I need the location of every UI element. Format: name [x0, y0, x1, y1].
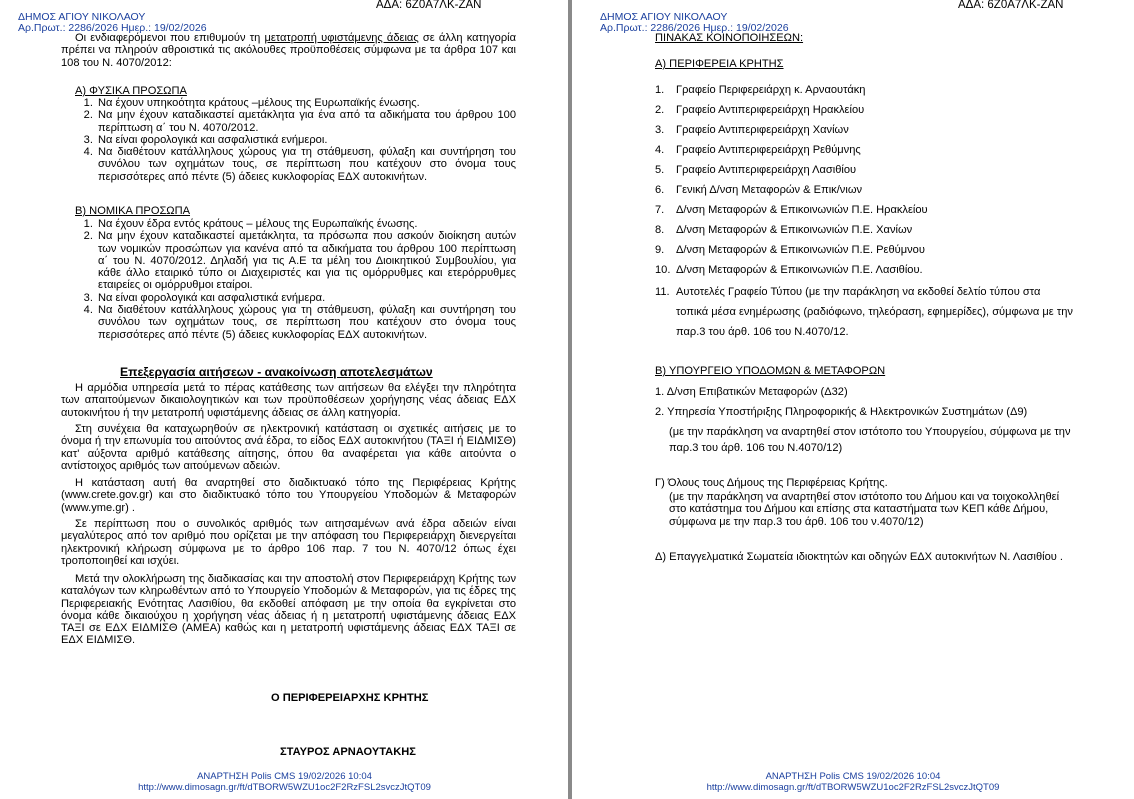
protocol-number: Αρ.Πρωτ.: 2286/2026 Ημερ.: 19/02/2026: [600, 22, 789, 34]
list-item: 3. Να είναι φορολογικά και ασφαλιστικά ενήμεροι.: [96, 134, 516, 146]
section-d-title: Δ) Επαγγελματικά Σωματεία ιδιοκτητών και οδηγών ΕΔΧ αυτοκινήτων Ν. Λασιθίου .: [655, 551, 1064, 563]
list-item: 2. Να μην έχουν καταδικαστεί αμετάκλητα για ένα από τα αδικήματα του άρθρου 100 περίπτωση α΄ του Ν. 4070/2012.: [96, 109, 516, 134]
note-line: (με την παράκληση να αναρτηθεί στον ιστότοπο του Δήμου και να τοιχοκολληθεί: [669, 491, 1060, 503]
section-c-title: Γ) Όλους τους Δήμους της Περιφέρειας Κρήτης.: [655, 477, 888, 489]
list-item: 10. Δ/νση Μεταφορών & Επικοινωνιών Π.Ε. Λασιθίου.: [655, 264, 923, 276]
list-item: 11. Αυτοτελές Γραφείο Τύπου (με την παράκληση να εκδοθεί δελτίο τύπου στα: [655, 286, 1041, 298]
list-item-continuation: παρ.3 του άρθ. 106 του Ν.4070/12.: [676, 326, 849, 338]
municipality-name: ΔΗΜΟΣ ΑΓΙΟΥ ΝΙΚΟΛΑΟΥ: [600, 11, 728, 23]
paragraph: Στη συνέχεια θα καταχωρηθούν σε ηλεκτρονική κατάσταση οι σχετικές αιτήσεις με το όνομα ή την επωνυμία του αιτούντος ανά έδρα, το είδος ΕΔΧ αυτοκινήτου (ΤΑΞΙ ή ΕΙΔΜΙΣΘ) κατ' αύξοντα αριθμό κατάθεσης αίτησης, όπου θα αναφέρεται για κάθε αιτούντα ο αντίστοιχος αριθμός των αιτούμενων αδειών.: [61, 423, 516, 472]
document-url: http://www.dimosagn.gr/ft/dTBORW5WZU1oc2F2RzFSL2svczJtQT09: [706, 782, 1000, 793]
document-url: http://www.dimosagn.gr/ft/dTBORW5WZU1oc2F2RzFSL2svczJtQT09: [138, 782, 431, 793]
posting-stamp: ΑΝΑΡΤΗΣΗ Polis CMS 19/02/2026 10:04: [765, 771, 941, 782]
intro-paragraph: Οι ενδιαφερόμενοι που επιθυμούν τη μετατροπή υφιστάμενης άδειας σε άλλη κατηγορία πρέπει να πληρούν αθροιστικά τις ακόλουθες προϋποθέσεις σύμφωνα με τα άρθρα 107 και 108 του Ν. 4070/2012:: [61, 32, 517, 69]
ada-code: ΑΔΑ: 6Ζ0Α7ΛΚ-ΖΑΝ: [376, 0, 482, 11]
paragraph: Μετά την ολοκλήρωση της διαδικασίας και την αποστολή στον Περιφερειάρχη Κρήτης των καταλόγων των κληρωθέντων από το Υπουργείο Υποδομών & Μεταφορών, για τις έδρες της Περιφερειακής Ενότητας Λασιθίου, θα εκδοθεί απόφαση με την οποία θα εγκρίνεται στο όνομα κάθε δικαιούχου η χορήγηση νέας άδειας ή η μετατροπή υφιστάμενης άδειας ΕΔΧ ΤΑΞΙ σε ΕΔΧ ΕΙΔΜΙΣΘ (ΑΜΕΑ) καθώς και η μετατροπή υφιστάμενης άδειας ΕΔΧ ΤΑΞΙ σε ΕΔΧ ΕΙΔΜΙΣΘ.: [61, 573, 516, 647]
signature-name: ΣΤΑΥΡΟΣ ΑΡΝΑΟΥΤΑΚΗΣ: [280, 746, 416, 758]
list-item: 2. Υπηρεσία Υποστήριξης Πληροφορικής & Ηλεκτρονικών Συστημάτων (Δ9): [655, 406, 1028, 418]
section-a-list: [75, 97, 516, 183]
list-item: 4. Να διαθέτουν κατάλληλους χώρους για τη στάθμευση, φύλαξη και συντήρηση του συνόλου των οχημάτων τους, σε περίπτωση που κατέχουν στο όνομα τους περισσότερες από πέντε (5) άδειες κυκλοφορίας ΕΔΧ αυτοκινήτων.: [96, 304, 516, 341]
list-item: 1. Γραφείο Περιφερειάρχη κ. Αρναουτάκη: [655, 84, 866, 96]
list-item: 4. Γραφείο Αντιπεριφερειάρχη Ρεθύμνης: [655, 144, 861, 156]
list-item: 9. Δ/νση Μεταφορών & Επικοινωνιών Π.Ε. Ρεθύμνου: [655, 244, 925, 256]
note-line: (με την παράκληση να αναρτηθεί στον ιστότοπο του Υπουργείου, σύμφωνα με την: [669, 426, 1071, 438]
distribution-list-title: ΠΙΝΑΚΑΣ ΚΟΙΝΟΠΟΙΗΣΕΩΝ:: [655, 32, 804, 44]
posting-stamp: ΑΝΑΡΤΗΣΗ Polis CMS 19/02/2026 10:04: [197, 771, 372, 782]
list-item: 1. Να έχουν έδρα εντός κράτους – μέλους της Ευρωπαϊκής ένωσης.: [96, 218, 516, 230]
note-line: στο κατάστημα του Δήμου και επίσης στα καταστήματα των ΚΕΠ κάθε Δήμου,: [669, 503, 1049, 515]
list-item-continuation: τοπικά μέσα ενημέρωσης (ραδιόφωνο, τηλεόραση, εφημερίδες), σύμφωνα με την: [676, 306, 1073, 318]
ada-code: ΑΔΑ: 6Ζ0Α7ΛΚ-ΖΑΝ: [958, 0, 1064, 11]
list-item: 1. Να έχουν υπηκοότητα κράτους –μέλους της Ευρωπαϊκής ένωσης.: [96, 97, 516, 109]
paragraph: Η αρμόδια υπηρεσία μετά το πέρας κατάθεσης των αιτήσεων θα ελέγξει την πληρότητα των απαιτούμενων δικαιολογητικών και των προϋποθέσεων χορήγησης νέας άδειας ΕΔΧ αυτοκινήτου ή την μετατροπή υφιστάμενης άδειας σε άλλη κατηγορία.: [61, 382, 516, 419]
list-item: 7. Δ/νση Μεταφορών & Επικοινωνιών Π.Ε. Ηρακλείου: [655, 204, 928, 216]
section-b-list: [75, 218, 516, 341]
section-b-title: Β) ΝΟΜΙΚΑ ΠΡΟΣΩΠΑ: [75, 205, 191, 217]
note-line: παρ.3 του άρθ. 106 του Ν.4070/12): [669, 442, 843, 454]
paragraph: Σε περίπτωση που ο συνολικός αριθμός των αιτησαμένων ανά έδρα αδειών είναι μεγαλύτερος από τον αριθμό που ορίζεται με την απόφαση του Περιφερειάρχη διενεργείται ηλεκτρονική κλήρωση σύμφωνα με το άρθρο 106 παρ. 7 του Ν. 4070/12 όπως έχει τροποποιηθεί και ισχύει.: [61, 518, 516, 567]
conversion-phrase: μετατροπή υφιστάμενης άδειας: [264, 32, 419, 44]
list-item: 2. Να μην έχουν καταδικαστεί αμετάκλητα, τα πρόσωπα που ασκούν διοίκηση αυτών των νομικών προσώπων για κανένα από τα αδικήματα του άρθρου 100 περίπτωση α΄ του Ν. 4070/2012. Δηλαδή για τις Α.Ε τα μέλη του Διοικητικού Συμβουλίου, για κάθε άλλο εταιρικό τύπο οι Διαχειριστές και για τις ομόρρυθμες και ετερόρρυθμες εταιρείες οι ομόρρυθμοι εταίροι.: [96, 230, 516, 291]
list-item: 3. Γραφείο Αντιπεριφερειάρχη Χανίων: [655, 124, 849, 136]
list-item: 3. Να είναι φορολογικά και ασφαλιστικά ενήμερα.: [96, 292, 516, 304]
section-b-title: Β) ΥΠΟΥΡΓΕΙΟ ΥΠΟΔΟΜΩΝ & ΜΕΤΑΦΟΡΩΝ: [655, 365, 886, 377]
list-item: 6. Γενική Δ/νση Μεταφορών & Επικ/νιων: [655, 184, 863, 196]
list-item: 8. Δ/νση Μεταφορών & Επικοινωνιών Π.Ε. Χανίων: [655, 224, 913, 236]
section-a-title: Α) ΠΕΡΙΦΕΡΕΙΑ ΚΡΗΤΗΣ: [655, 58, 784, 70]
note-line: σύμφωνα με την παρ.3 του άρθ. 106 του ν.4070/12): [669, 516, 924, 528]
processing-section-title: Επεξεργασία αιτήσεων - ανακοίνωση αποτελεσμάτων: [120, 365, 433, 379]
document-page-right: [572, 0, 1134, 799]
municipality-name: ΔΗΜΟΣ ΑΓΙΟΥ ΝΙΚΟΛΑΟΥ: [18, 11, 146, 23]
list-item: 1. Δ/νση Επιβατικών Μεταφορών (Δ32): [655, 386, 848, 398]
list-item: 4. Να διαθέτουν κατάλληλους χώρους για τη στάθμευση, φύλαξη και συντήρηση του συνόλου των οχημάτων τους, σε περίπτωση που κατέχουν στο όνομα τους περισσότερες από πέντε (5) άδειες κυκλοφορίας ΕΔΧ αυτοκινήτων.: [96, 146, 516, 183]
signature-title: Ο ΠΕΡΙΦΕΡΕΙΑΡΧΗΣ ΚΡΗΤΗΣ: [271, 692, 429, 704]
list-item: 5. Γραφείο Αντιπεριφερειάρχη Λασιθίου: [655, 164, 857, 176]
paragraph: Η κατάσταση αυτή θα αναρτηθεί στο διαδικτυακό τόπο της Περιφέρειας Κρήτης (www.crete.gov.gr) και στο διαδικτυακό τόπο του Υπουργείου Υποδομών & Μεταφορών (www.yme.gr) .: [61, 477, 516, 514]
list-item: 2. Γραφείο Αντιπεριφερειάρχη Ηρακλείου: [655, 104, 865, 116]
section-a-title: Α) ΦΥΣΙΚΑ ΠΡΟΣΩΠΑ: [75, 85, 187, 97]
protocol-number: Αρ.Πρωτ.: 2286/2026 Ημερ.: 19/02/2026: [18, 22, 207, 34]
